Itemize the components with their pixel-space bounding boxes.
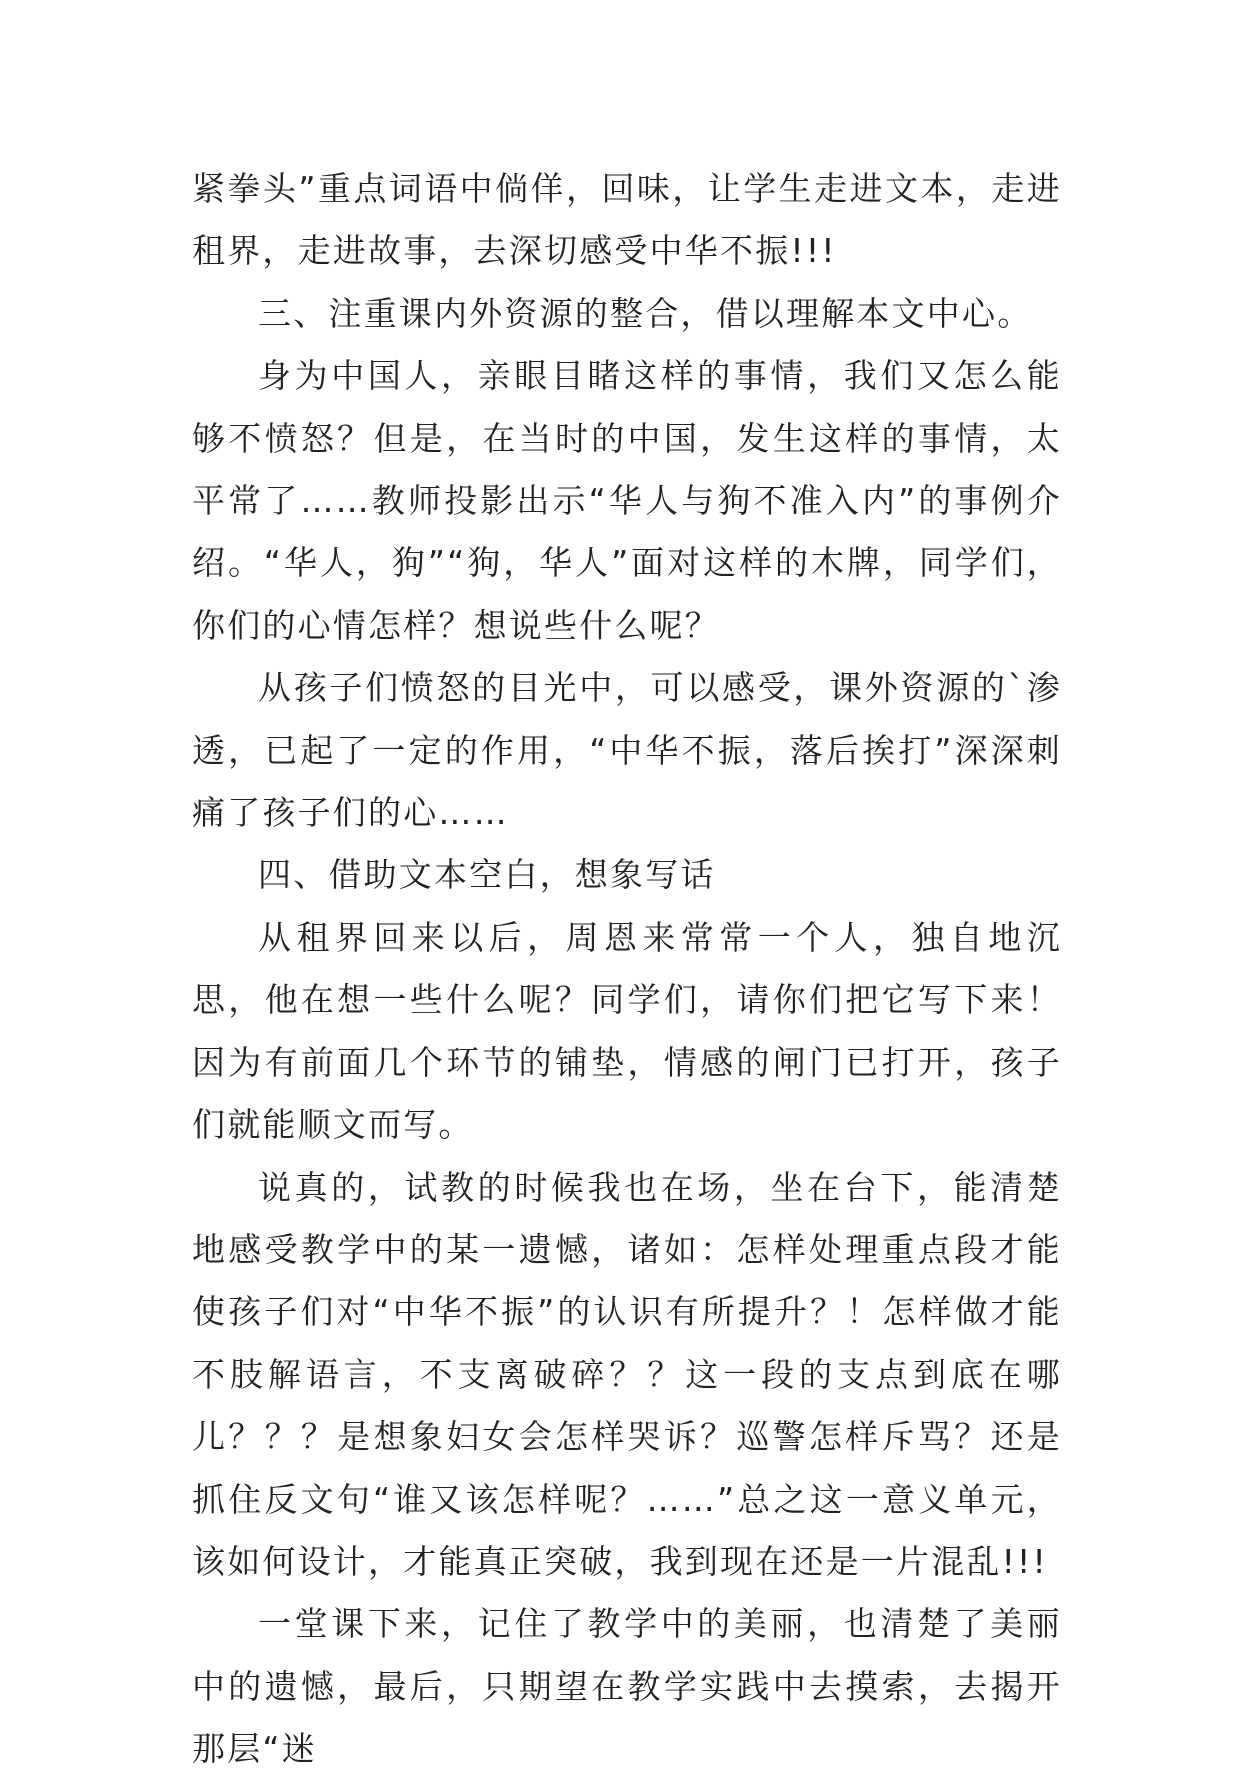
paragraph: 身为中国人，亲眼目睹这样的事情，我们又怎么能够不愤怒？但是，在当时的中国，发生这样的事情，太平常了……教师投影出示“华人与狗不准入内”的事例介绍。“华人，狗”“狗，华人”面对这样的木牌，同学们，你们的心情怎样？想说些什么呢？ — [192, 356, 1062, 645]
paragraph-continued: 紧拳头”重点词语中倘佯，回味，让学生走进文本，走进租界，走进故事，去深切感受中华不振!!! — [192, 169, 1062, 271]
section-heading-four: 四、借助文本空白，想象写话 — [258, 855, 716, 895]
section-heading-three: 三、注重课内外资源的整合，借以理解本文中心。 — [258, 293, 1033, 333]
body-text — [192, 158, 1062, 1781]
paragraph: 从租界回来以后，周恩来常常一个人，独自地沉思，他在想一些什么呢？同学们，请你们把它写下来！因为有前面几个环节的铺垫，情感的闸门已打开，孩子们就能顺文而写。 — [192, 917, 1062, 1145]
paragraph: 一堂课下来，记住了教学中的美丽，也清楚了美丽中的遗憾，最后，只期望在教学实践中去摸索，去揭开那层“迷 — [192, 1604, 1062, 1769]
paragraph: 说真的，试教的时候我也在场，坐在台下，能清楚地感受教学中的某一遗憾，诸如：怎样处理重点段才能使孩子们对“中华不振”的认识有所提升？！怎样做才能不肢解语言，不支离破碎？？这一段的支点到底在哪儿？？？是想象妇女会怎样哭诉？巡警怎样斥骂？还是抓住反文句“谁又该怎样呢？……”总之这一意义单元，该如何设计，才能真正突破，我到现在还是一片混乱!!! — [192, 1167, 1062, 1581]
paragraph: 从孩子们愤怒的目光中，可以感受，课外资源的`渗透，已起了一定的作用，“中华不振，落后挨打”深深刺痛了孩子们的心…… — [192, 668, 1062, 833]
